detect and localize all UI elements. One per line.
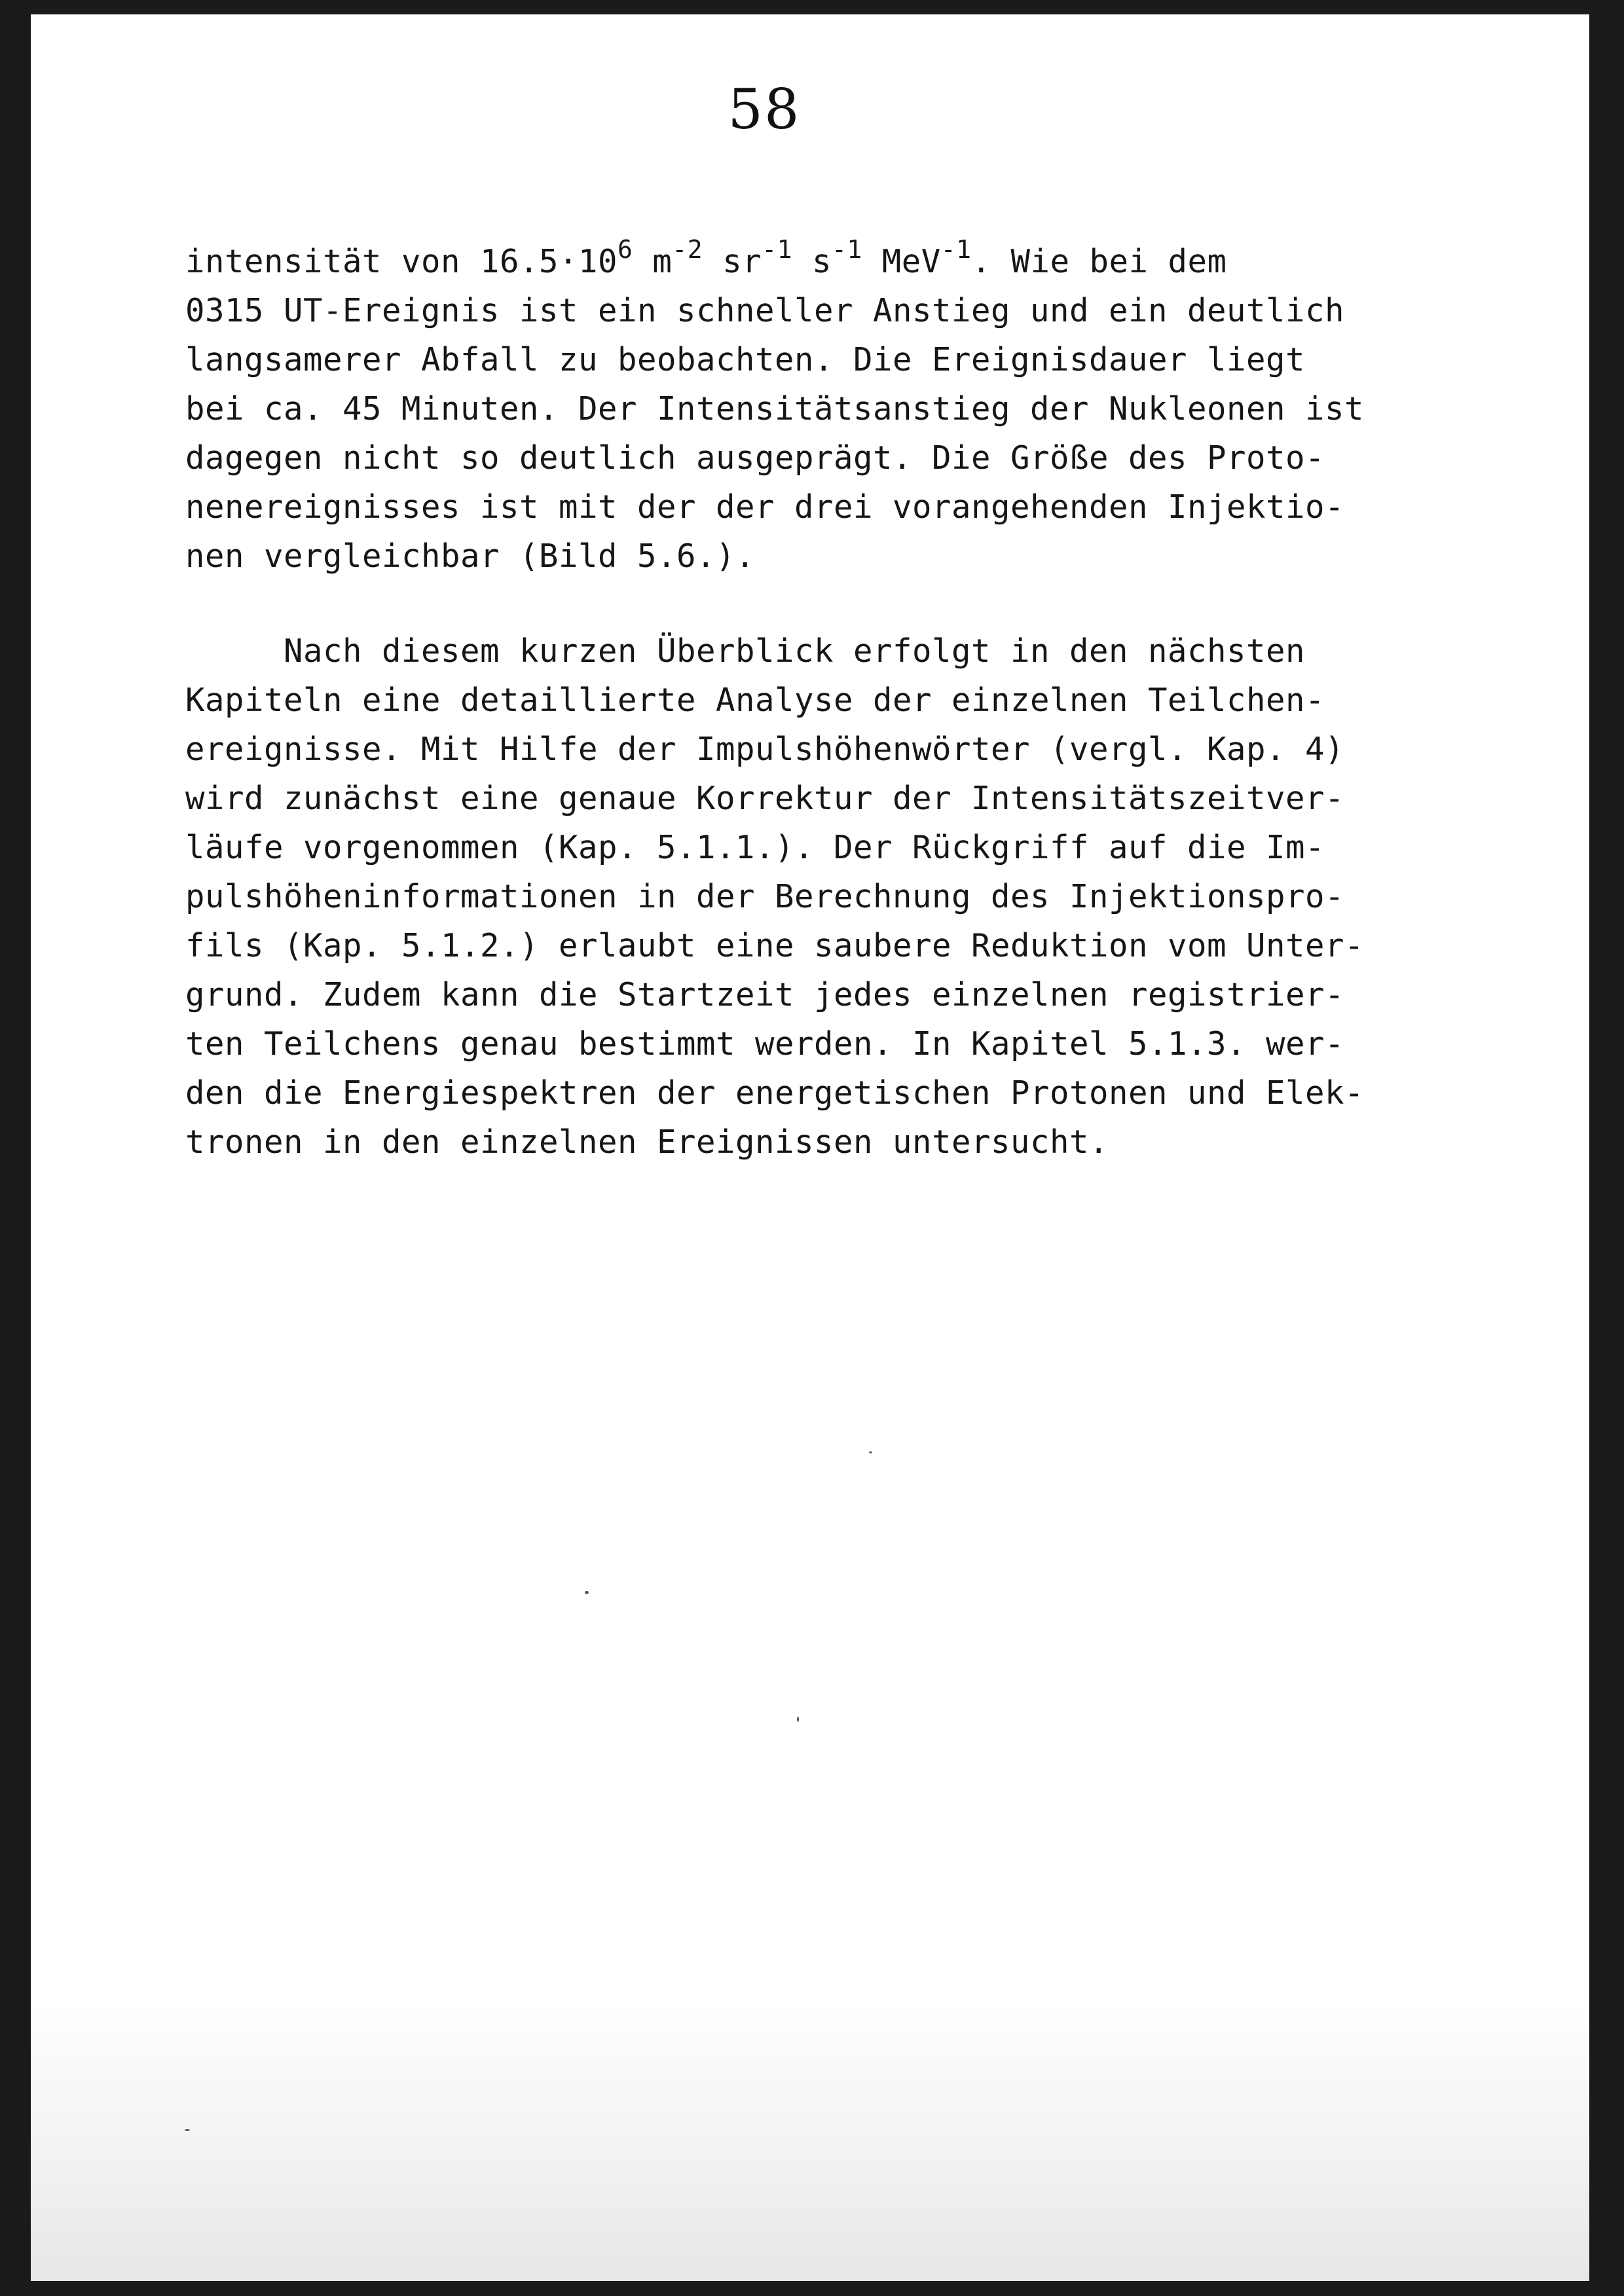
superscript: -1 [762, 235, 792, 264]
text-line: nenereignisses ist mit der der drei vorangehenden Injektio- [185, 488, 1345, 526]
text-run: sr [703, 243, 762, 280]
text-run: s [792, 243, 832, 280]
text-line [185, 237, 1430, 286]
text-line: fils (Kap. 5.1.2.) erlaubt eine saubere Reduktion vom Unter- [185, 927, 1365, 964]
scan-grain [31, 2006, 1589, 2281]
body-text [185, 237, 1430, 1167]
scan-speck [797, 1717, 799, 1722]
text-line: den die Energiespektren der energetischen Protonen und Elek- [185, 1074, 1365, 1112]
superscript: 6 [618, 235, 633, 264]
scan-speck [869, 1451, 872, 1453]
text-line: pulshöheninformationen in der Berechnung des Injektionspro- [185, 878, 1345, 915]
text-line: läufe vorgenommen (Kap. 5.1.1.). Der Rückgriff auf die Im- [185, 829, 1325, 866]
superscript: -2 [672, 235, 703, 264]
text-line: langsamerer Abfall zu beobachten. Die Ereignisdauer liegt [185, 341, 1306, 378]
paragraph-gap [185, 581, 1430, 627]
text-run: . Wie bei dem [971, 243, 1227, 280]
text-line: Nach diesem kurzen Überblick erfolgt in den nächsten [185, 632, 1306, 670]
text-line: ereignisse. Mit Hilfe der Impulshöhenwörter (vergl. Kap. 4) [185, 731, 1345, 768]
superscript: -1 [831, 235, 862, 264]
text-line: dagegen nicht so deutlich ausgeprägt. Die Größe des Proto- [185, 439, 1325, 477]
scan-speck [585, 1591, 589, 1594]
text-run: MeV [862, 243, 941, 280]
superscript: -1 [940, 235, 972, 264]
text-line: tronen in den einzelnen Ereignissen untersucht. [185, 1123, 1109, 1161]
text-line: nen vergleichbar (Bild 5.6.). [185, 538, 756, 575]
text-line: bei ca. 45 Minuten. Der Intensitätsanstieg der Nukleonen ist [185, 390, 1365, 428]
paragraph-1 [185, 237, 1430, 581]
text-run: intensität von 16.5·10 [185, 243, 618, 280]
paragraph-2 [185, 627, 1430, 1167]
document-page [31, 14, 1589, 2281]
page-number: 58 [728, 77, 801, 141]
text-line: ten Teilchens genau bestimmt werden. In Kapitel 5.1.3. wer- [185, 1025, 1345, 1063]
text-line: 0315 UT-Ereignis ist ein schneller Anstieg und ein deutlich [185, 292, 1345, 329]
text-line: Kapiteln eine detaillierte Analyse der einzelnen Teilchen- [185, 682, 1325, 719]
text-line: wird zunächst eine genaue Korrektur der Intensitätszeitver- [185, 780, 1345, 817]
text-run: m [633, 243, 673, 280]
text-line: grund. Zudem kann die Startzeit jedes einzelnen registrier- [185, 976, 1345, 1013]
